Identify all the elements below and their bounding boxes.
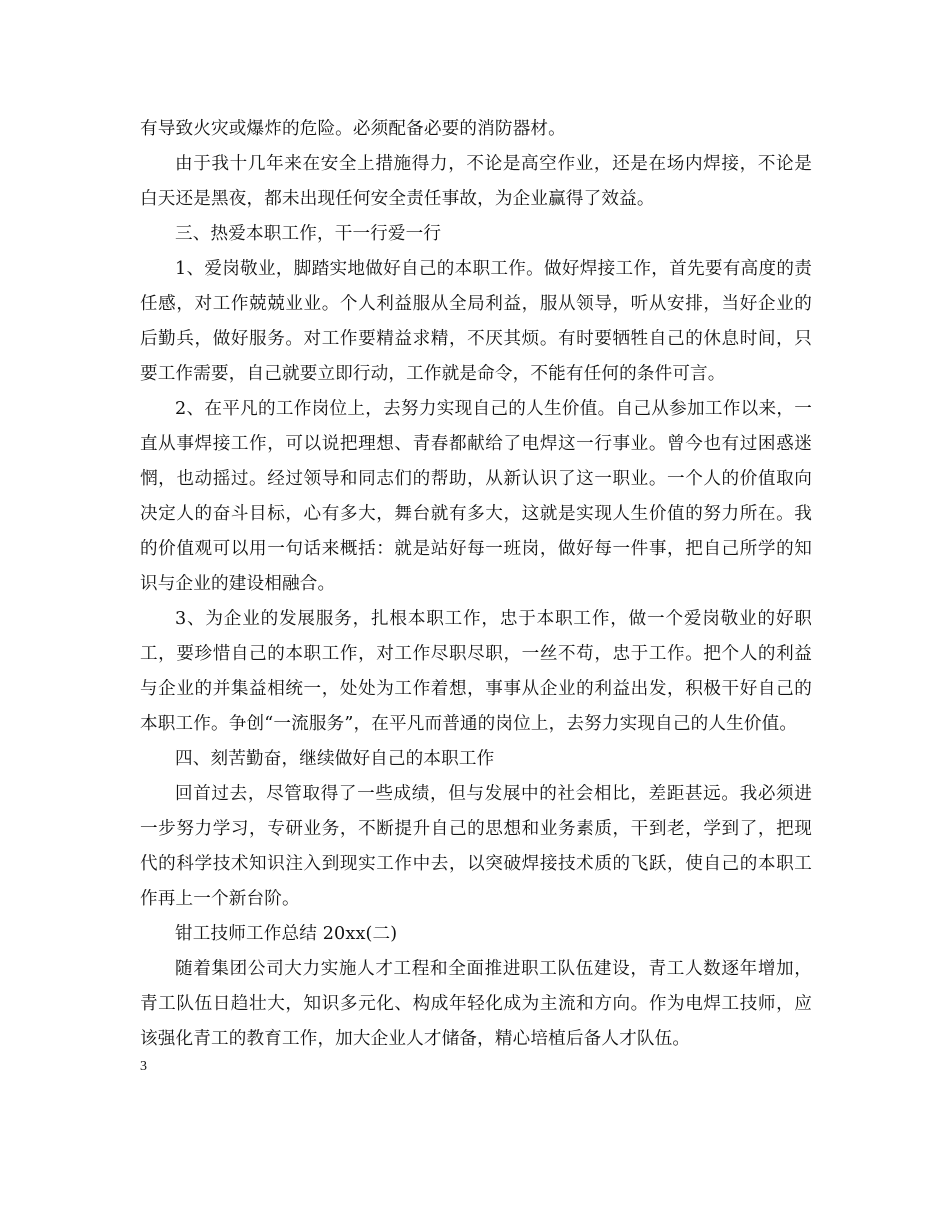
page-number: 3 (140, 1059, 147, 1074)
paragraph-8: 回首过去，尽管取得了一些成绩，但与发展中的社会相比，差距甚远。我必须进一步努力学习，专研业务，不断提升自己的思想和业务素质，干到老，学到了，把现代的科学技术知识注入到现实工作中去，以突破焊接技术质的飞跃，使自己的本职工作再上一个新台阶。 (140, 784, 812, 909)
paragraph-4: 1、爱岗敬业，脚踏实地做好自己的本职工作。做好焊接工作，首先要有高度的责任感，对工作兢兢业业。个人利益服从全局利益，服从领导，听从安排，当好企业的后勤兵，做好服务。对工作要精益求精，不厌其烦。有时要牺牲自己的休息时间，只要工作需要，自己就要立即行动，工作就是命令，不能有任何的条件可言。 (140, 259, 812, 384)
document-body (140, 112, 812, 1057)
paragraph-10: 随着集团公司大力实施人才工程和全面推进职工队伍建设，青工人数逐年增加，青工队伍日趋壮大，知识多元化、构成年轻化成为主流和方向。作为电焊工技师，应该强化青工的教育工作，加大企业人才储备，精心培植后备人才队伍。 (140, 959, 812, 1049)
paragraph-6: 3、为企业的发展服务，扎根本职工作，忠于本职工作，做一个爱岗敬业的好职工，要珍惜自己的本职工作，对工作尽职尽职，一丝不苟，忠于工作。把个人的利益与企业的并集益相统一，处处为工作着想，事事从企业的利益出发，积极干好自己的本职工作。争创“一流服务”，在平凡而普通的岗位上，去努力实现自己的人生价值。 (140, 609, 812, 734)
paragraph-2: 由于我十几年来在安全上措施得力，不论是高空作业，还是在场内焊接，不论是白天还是黑夜，都未出现任何安全责任事故，为企业赢得了效益。 (140, 154, 812, 209)
section-title: 钳工技师工作总结 20xx(二) (175, 924, 398, 944)
paragraph-5: 2、在平凡的工作岗位上，去努力实现自己的人生价值。自己从参加工作以来，一直从事焊接工作，可以说把理想、青春都献给了电焊这一行事业。曾今也有过困惑迷惘，也动摇过。经过领导和同志们的帮助，从新认识了这一职业。一个人的价值取向决定人的奋斗目标，心有多大，舞台就有多大，这就是实现人生价值的努力所在。我的价值观可以用一句话来概括：就是站好每一班岗，做好每一件事，把自己所学的知识与企业的建设相融合。 (140, 399, 812, 594)
section-heading-4: 四、刻苦勤奋，继续做好自己的本职工作 (175, 749, 495, 769)
paragraph-1: 有导致火灾或爆炸的危险。必须配备必要的消防器材。 (140, 119, 566, 139)
section-heading-3: 三、热爱本职工作，干一行爱一行 (175, 224, 442, 244)
